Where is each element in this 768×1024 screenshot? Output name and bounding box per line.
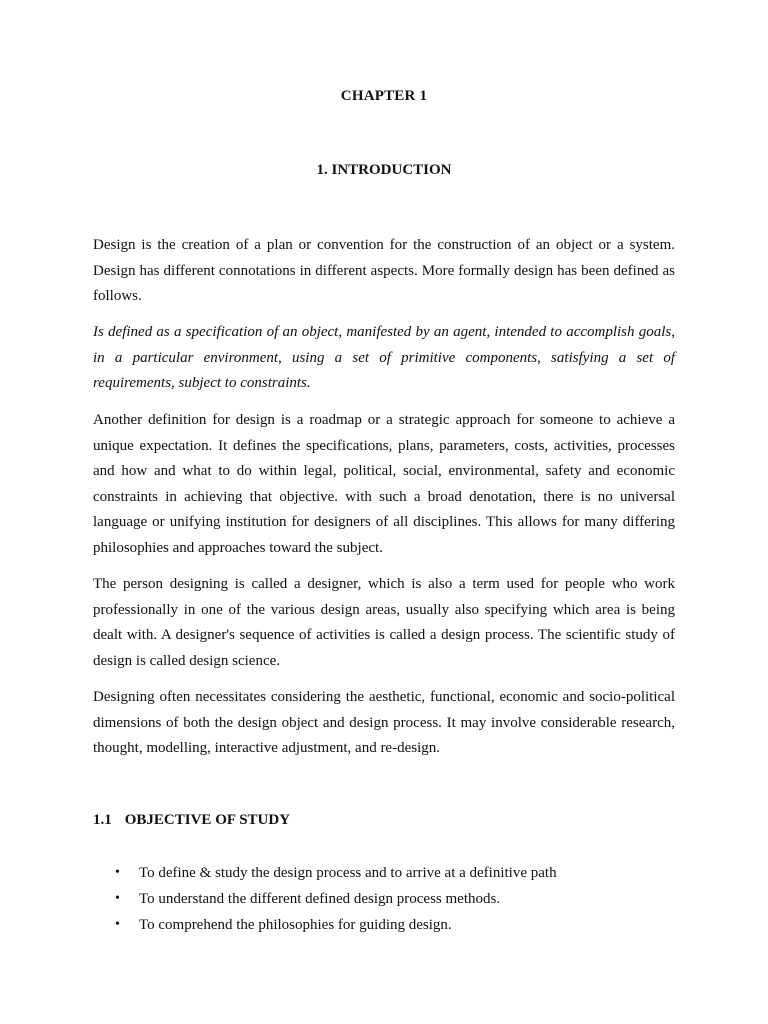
objective-section-number: 1.1 — [93, 812, 112, 828]
list-item-text: To understand the different defined design process methods. — [139, 891, 501, 907]
objective-section-title: OBJECTIVE OF STUDY — [124, 812, 291, 828]
list-item — [93, 912, 675, 938]
bullet-icon: • — [115, 891, 120, 906]
intro-paragraph-1: Design is the creation of a plan or convention for the construction of an object or a system. Design has different connotations in different aspects. More formally design has been defined as follows. — [93, 237, 675, 304]
intro-paragraph-4: The person designing is called a designer, which is also a term used for people who work professionally in one of the various design areas, usually also specifying which area is being dealt with. A designer's sequence of activities is called a design process. The scientific study of design is called design science. — [93, 576, 675, 669]
list-item — [93, 886, 675, 912]
objective-heading — [93, 812, 290, 829]
intro-paragraph-3: Another definition for design is a roadmap or a strategic approach for someone to achieve a unique expectation. It defines the specifications, plans, parameters, costs, activities, processes and how and what to do within legal, political, social, environmental, safety and economic constraints in achieving that objective. with such a broad denotation, there is no universal language or unifying institution for designers of all disciplines. This allows for many differing philosophies and approaches toward the subject. — [93, 412, 675, 556]
definition-quote-paragraph: Is defined as a specification of an object, manifested by an agent, intended to accomplish goals, in a particular environment, using a set of primitive components, satisfying a set of requirements, subject to constraints. — [93, 324, 675, 391]
objective-list — [93, 860, 675, 938]
list-item-text: To define & study the design process and to arrive at a definitive path — [139, 865, 557, 881]
bullet-icon: • — [115, 865, 120, 880]
bullet-icon: • — [115, 917, 120, 932]
list-item-text: To comprehend the philosophies for guiding design. — [139, 917, 452, 933]
chapter-title: CHAPTER 1 — [340, 88, 428, 104]
introduction-heading: 1. INTRODUCTION — [316, 162, 452, 178]
intro-paragraph-5: Designing often necessitates considering the aesthetic, functional, economic and socio-political dimensions of both the design object and design process. It may involve considerable research, thought, modelling, interactive adjustment, and re-design. — [93, 689, 675, 756]
list-item — [93, 860, 675, 886]
